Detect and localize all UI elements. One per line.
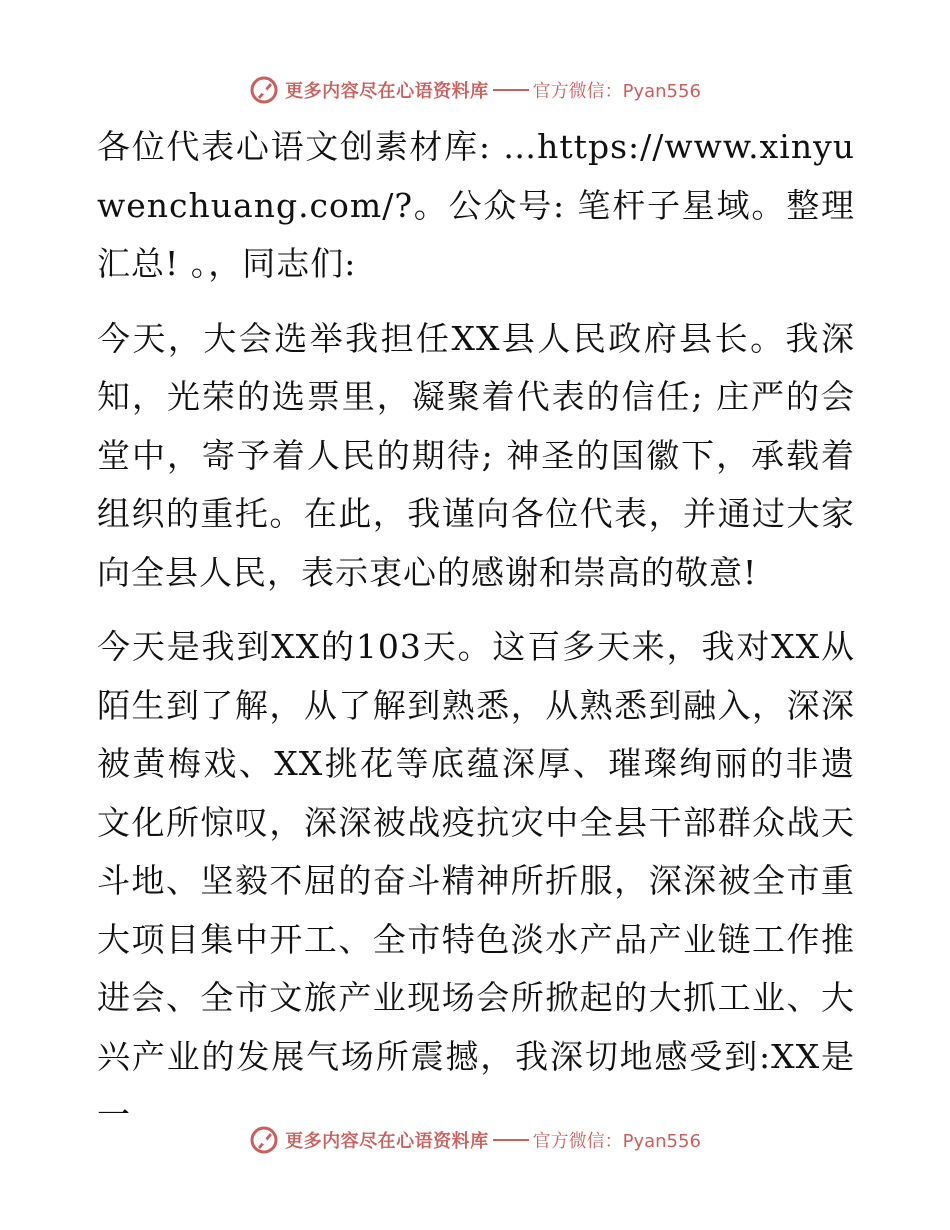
- paragraph-impressions: 今天是我到XX的103天。这百多天来，我对XX从陌生到了解，从了解到熟悉，从熟悉到融入，深深被黄梅戏、XX挑花等底蕴深厚、璀璨绚丽的非遗文化所惊叹，深深被战疫抗灾中全县干部群众战天斗地、坚毅不屈的奋斗精神所折服，深深被全市重大项目集中开工、全市特色淡水产品产业链工作推进会、全市文旅产业现场会所掀起的大抓工业、大兴产业的发展气场所震撼，我深切地感受到:XX是一: [97, 627, 855, 1134]
- watermark-divider: [493, 1139, 529, 1141]
- quill-logo-icon: [249, 75, 279, 105]
- watermark-wechat-text: 官方微信：Pyan556: [532, 81, 701, 102]
- watermark-divider: [493, 89, 529, 91]
- paragraph-election: 今天，大会选举我担任XX县人民政府县长。我深知，光荣的选票里，凝聚着代表的信任; 庄严的会堂中，寄予着人民的期待; 神圣的国徽下，承载着组织的重托。在此，我谨向各位代表，并通过大家向全县人民，表示衷心的感谢和崇高的敬意!: [97, 318, 855, 592]
- watermark-wechat-text: 官方微信：Pyan556: [532, 1131, 701, 1152]
- header-watermark: [0, 70, 950, 110]
- footer-watermark: [0, 1120, 950, 1160]
- quill-logo-icon: [249, 1125, 279, 1155]
- document-body: [97, 118, 855, 1145]
- paragraph-opening: 各位代表心语文创素材库: …https://www.xinyuwenchuang.com/?。公众号: 笔杆子星域。整理汇总! 。，同志们:: [97, 127, 855, 283]
- watermark-main-text: 更多内容尽在心语资料库: [285, 1131, 489, 1152]
- watermark-main-text: 更多内容尽在心语资料库: [285, 81, 489, 102]
